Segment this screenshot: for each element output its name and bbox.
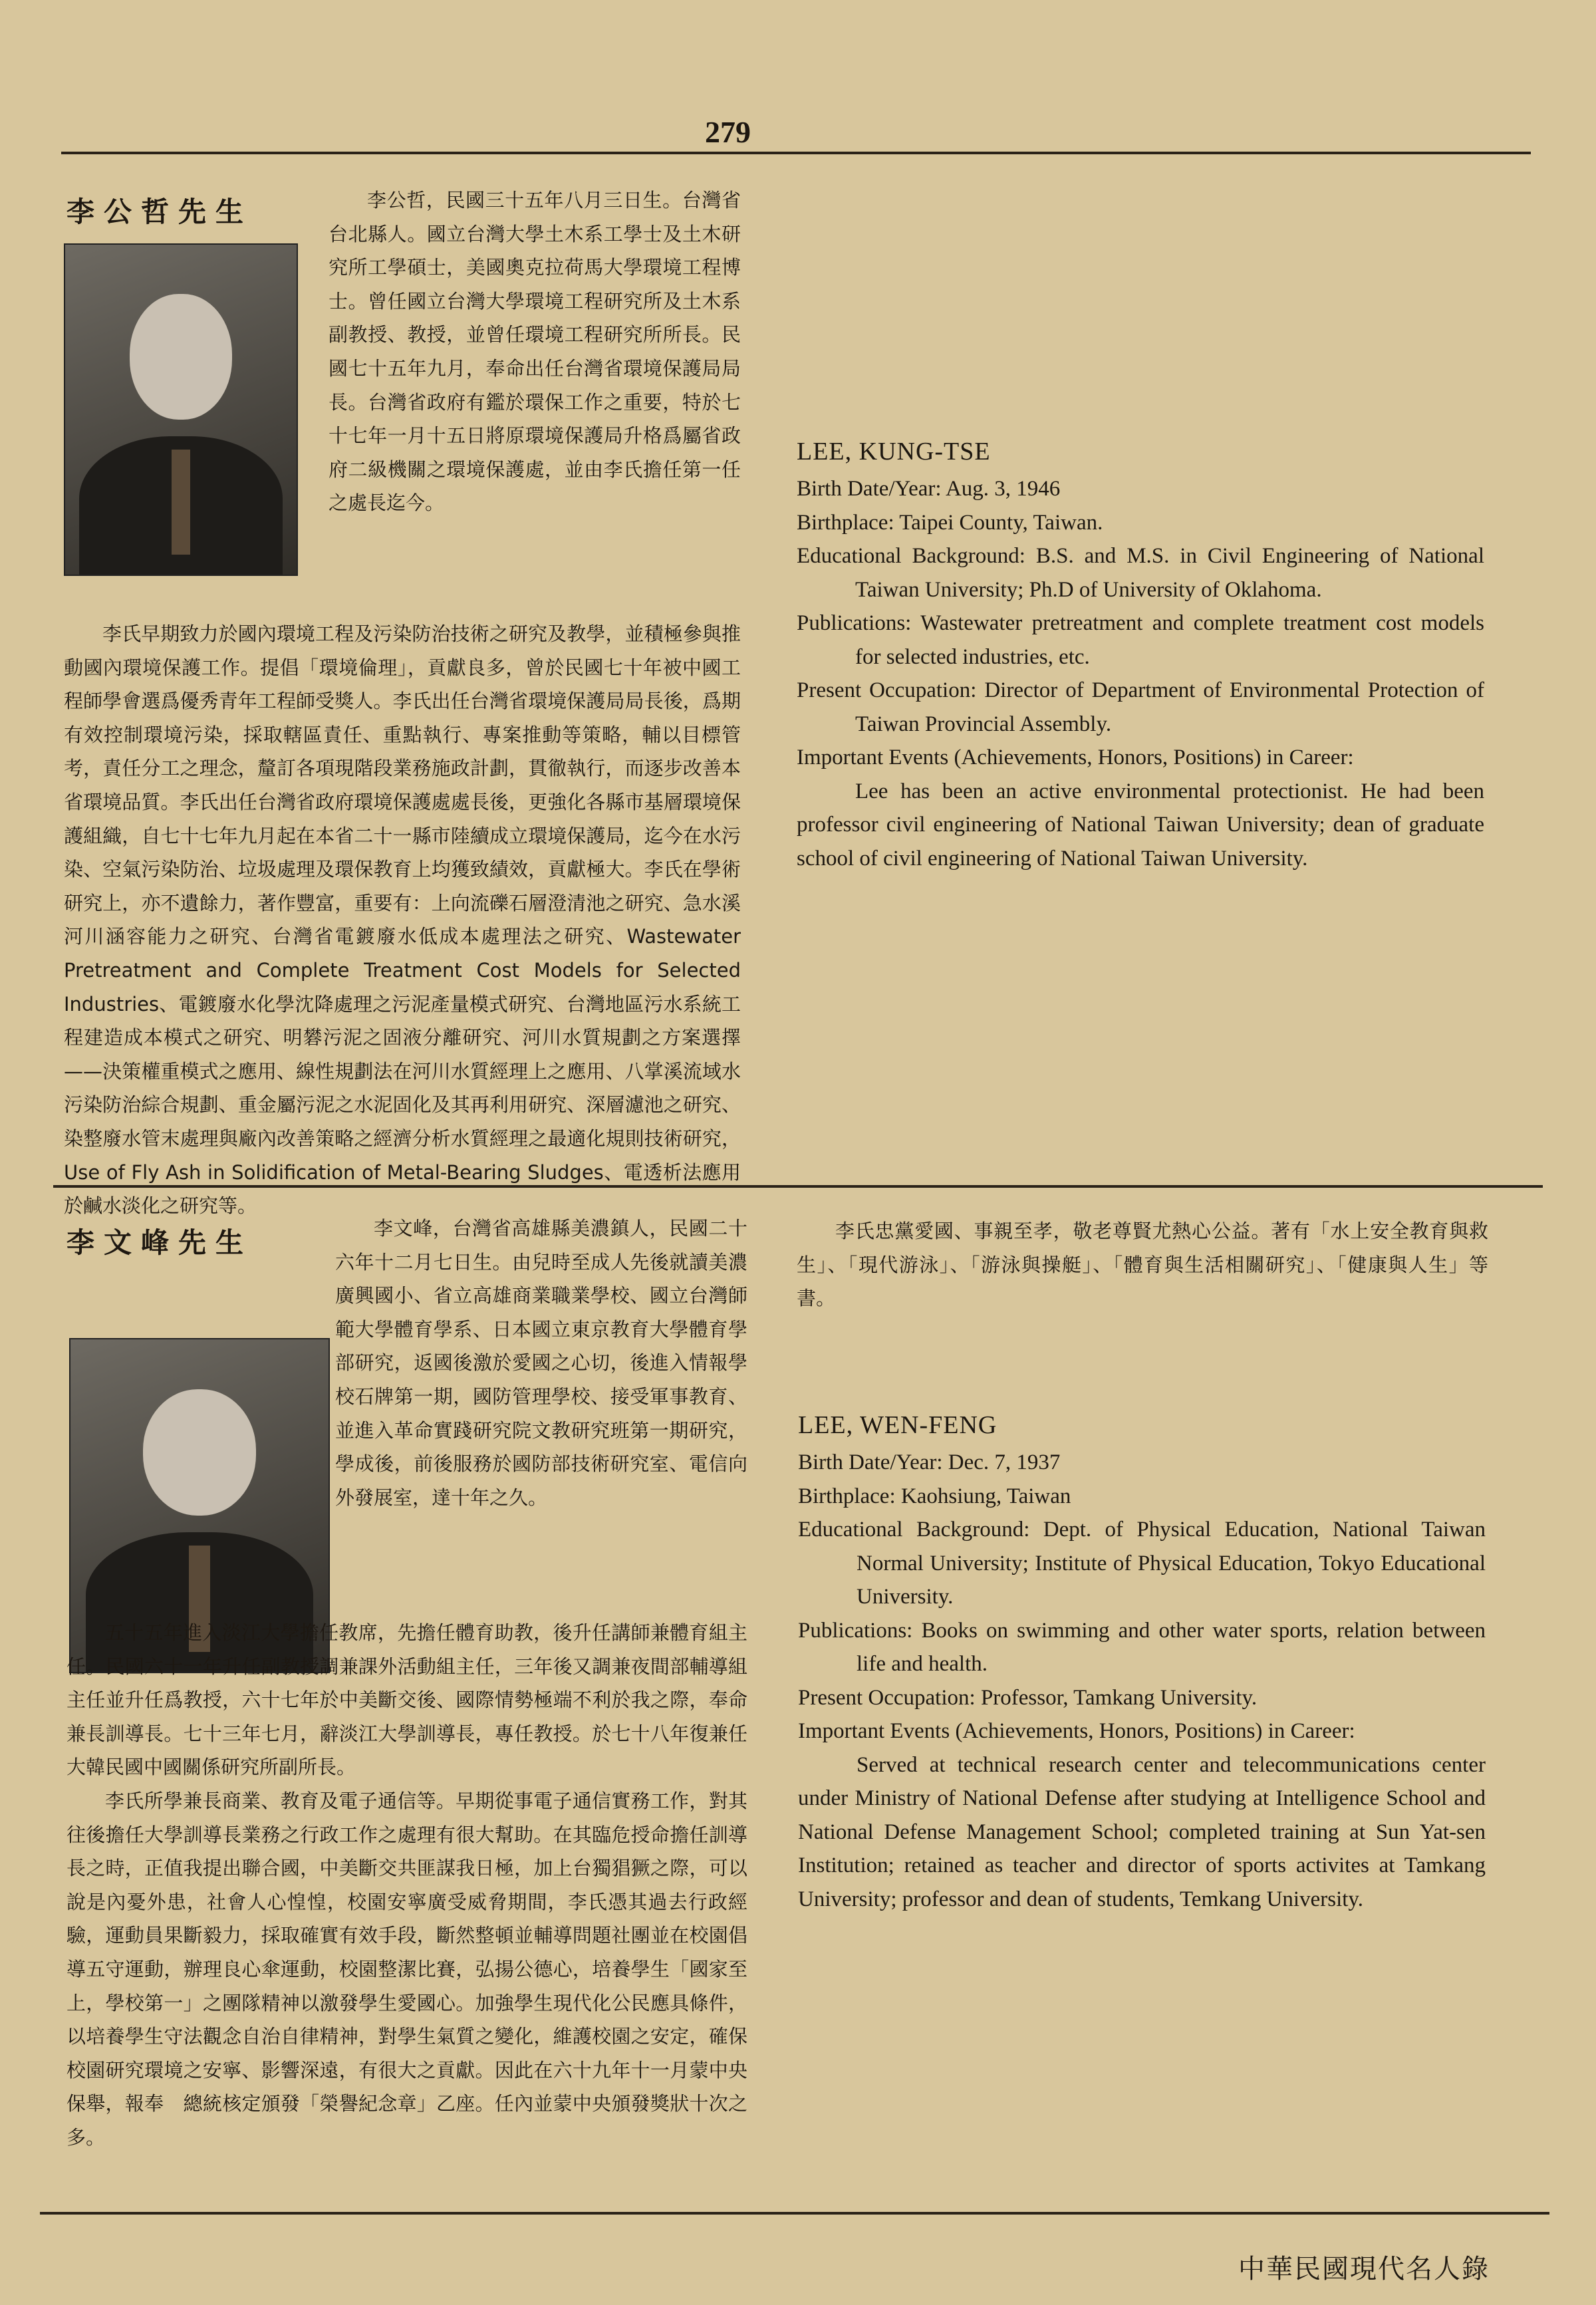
entry-2-chinese-continued — [797, 1214, 1488, 1315]
entry-1-chinese-intro — [329, 184, 741, 520]
entry-2-education: Educational Background: Dept. of Physical Education, National Taiwan Normal University; Institute of Physical Education, Tokyo Educational University. — [798, 1518, 1486, 1609]
entry-2-chinese-intro — [335, 1212, 747, 1514]
entry-2-chinese-para-4: 李氏忠黨愛國、事親至孝，敬老尊賢尤熱心公益。著有「水上安全教育與救生」、「現代游泳」、「游泳與操艇」、「體育與生活相關研究」、「健康與人生」等書。 — [797, 1220, 1488, 1310]
entry-1-english-body: Lee has been an active environmental protectionist. He had been professor civil engineering of National Taiwan University; dean of graduate school of civil engineering of National Taiwan University. — [797, 779, 1484, 871]
entry-1-occupation: Present Occupation: Director of Department of Environmental Protection of Taiwan Provincial Assembly. — [797, 678, 1484, 736]
entry-2-chinese-para-1: 李文峰，台灣省高雄縣美濃鎮人，民國二十六年十二月七日生。由兒時至成人先後就讀美濃廣興國小、省立高雄商業職業學校、國立台灣師範大學體育學系、日本國立東京教育大學體育學部研究，返國後激於愛國之心切，後進入情報學校石牌第一期，國防管理學校、接受軍事教育、並進入革命實踐研究院文教研究班第一期研究，學成後，前後服務於國防部技術研究室、電信向外發展室，達十年之久。 — [335, 1217, 747, 1509]
entry-1-english-block — [797, 431, 1484, 875]
entry-2-english-block — [798, 1405, 1486, 1916]
footer-book-title: 中華民國現代名人錄 — [1238, 2254, 1490, 2284]
page-number: 279 — [705, 115, 751, 149]
entry-2-english-name: LEE, WEN-FENG — [798, 1411, 998, 1439]
entry-1-chinese-body — [64, 617, 741, 1218]
entry-2-chinese-para-3: 李氏所學兼長商業、教育及電子通信等。早期從事電子通信實務工作，對其往後擔任大學訓導長業務之行政工作之處理有很大幫助。在其臨危授命擔任訓導長之時，正值我提出聯合國，中美斷交共匪謀我日極，加上台獨猖獗之際，可以說是內憂外患，社會人心惶惶，校園安寧廣受威脅期間，李氏憑其過去行政經驗，運動員果斷毅力，採取確實有效手段，斷然整頓並輔導問題社團並在校園倡導五守運動，辦理良心傘運動，校園整潔比賽，弘揚公德心，培養學生「國家至上，學校第一」之團隊精神以激發學生愛國心。加強學生現代化公民應具條件，以培養學生守法觀念自治自律精神，對學生氣質之變化，維護校園之安定，確保校園研究環境之安寧、影響深遠，有很大之貢獻。因此在六十九年十一月蒙中央保舉，報奉 總統核定頒發「榮譽紀念章」乙座。任內並蒙中央頒發獎狀十次之多。 — [66, 1789, 747, 2149]
entry-2-publications: Publications: Books on swimming and other water sports, relation between life and health. — [798, 1618, 1486, 1676]
entry-1-chinese-name: 李公哲先生 — [66, 196, 253, 228]
entry-divider — [53, 1185, 1543, 1188]
bottom-rule — [40, 2212, 1549, 2215]
entry-1-events-label: Important Events (Achievements, Honors, Positions) in Career: — [797, 746, 1354, 769]
entry-1-birth-date: Birth Date/Year: Aug. 3, 1946 — [797, 477, 1061, 501]
entry-1-chinese-para-1: 李公哲，民國三十五年八月三日生。台灣省台北縣人。國立台灣大學土木系工學士及土木研究所工學碩士，美國奧克拉荷馬大學環境工程博士。曾任國立台灣大學環境工程研究所及土木系副教授、教授，並曾任環境工程研究所所長。民國七十五年九月，奉命出任台灣省環境保護局局長。台灣省政府有鑑於環保工作之重要，特於七十七年一月十五日將原環境保護局升格爲屬省政府二級機關之環境保護處，並由李氏擔任第一任之處長迄今。 — [329, 189, 741, 515]
entry-2-chinese-body — [66, 1616, 747, 2208]
entry-1-publications: Publications: Wastewater pretreatment and complete treatment cost models for selected industries, etc. — [797, 611, 1484, 669]
entry-2-occupation: Present Occupation: Professor, Tamkang University. — [798, 1685, 1258, 1710]
top-rule — [61, 152, 1531, 154]
entry-1-english-name: LEE, KUNG-TSE — [797, 438, 991, 466]
entry-1-portrait-photo — [64, 243, 298, 576]
entry-2-english-body: Served at technical research center and telecommunications center under Ministry of National Defense after studying at Intelligence School and National Defense Management School; completed training at Sun Yat-sen Institution; retained as teacher and director of sports activites at Tamkang University; professor and dean of students, Temkang University. — [798, 1752, 1486, 1911]
entry-1-chinese-para-2: 李氏早期致力於國內環境工程及污染防治技術之研究及教學，並積極參與推動國內環境保護工作。提倡「環境倫理」，貢獻良多，曾於民國七十年被中國工程師學會選爲優秀青年工程師受獎人。李氏出任台灣省環境保護局局長後，爲期有效控制環境污染，採取轄區責任、重點執行、專案推動等策略，輔以目標管考，責任分工之理念，釐訂各項現階段業務施政計劃，貫徹執行，而逐步改善本省環境品質。李氏出任台灣省政府環境保護處處長後，更強化各縣市基層環境保護組織，自七十七年九月起在本省二十一縣市陸續成立環境保護局，迄今在水污染、空氣污染防治、垃圾處理及環保教育上均獲致績效，貢獻極大。李氏在學術研究上，亦不遺餘力，著作豐富，重要有：上向流礫石層澄清池之研究、急水溪河川涵容能力之研究、台灣省電鍍廢水低成本處理法之研究、Wastewater Pretreatment and Complete Treatment Cost Models for Selected Industries、電鍍廢水化學沈降處理之污泥產量模式研究、台灣地區污水系統工程建造成本模式之研究、明礬污泥之固液分離研究、河川水質規劃之方案選擇——決策權重模式之應用、線性規劃法在河川水質經理上之應用、八掌溪流域水污染防治綜合規劃、重金屬污泥之水泥固化及其再利用研究、深層濾池之研究、染整廢水管末處理與廠內改善策略之經濟分析水質經理之最適化規則技術研究，Use of Fly Ash in Solidification of Metal-Bearing Sludges、電透析法應用於鹹水淡化之研究等。 — [64, 622, 741, 1218]
entry-2-events-label: Important Events (Achievements, Honors, Positions) in Career: — [798, 1719, 1355, 1743]
entry-2-chinese-name: 李文峰先生 — [66, 1226, 253, 1259]
entry-2-chinese-para-2: 五十五年進入淡江大學擔任教席，先擔任體育助教，後升任講師兼體育組主任。民國六十一年升任副教授調兼課外活動組主任，三年後又調兼夜間部輔導組主任並升任爲教授，六十七年於中美斷交後、國際情勢極端不利於我之際，奉命兼長訓導長。七十三年七月，辭淡江大學訓導長，專任教授。於七十八年復兼任大韓民國中國關係研究所副所長。 — [66, 1621, 747, 1779]
entry-1-education: Educational Background: B.S. and M.S. in Civil Engineering of National Taiwan University; Ph.D of University of Oklahoma. — [797, 544, 1484, 602]
entry-1-birthplace: Birthplace: Taipei County, Taiwan. — [797, 510, 1103, 535]
entry-2-birth-date: Birth Date/Year: Dec. 7, 1937 — [798, 1450, 1061, 1474]
entry-2-birthplace: Birthplace: Kaohsiung, Taiwan — [798, 1484, 1071, 1508]
